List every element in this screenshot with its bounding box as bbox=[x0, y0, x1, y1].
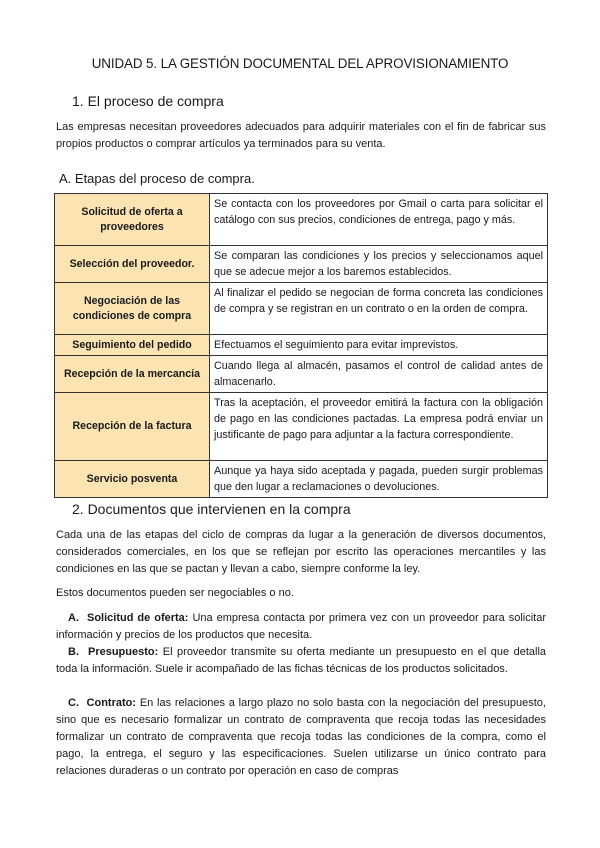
description-cell: Al finalizar el pedido se negocian de forma concreta las condiciones de compra y se registran en un contrato o en la orden de compra. bbox=[210, 283, 548, 335]
stage-cell: Selección del proveedor. bbox=[55, 246, 210, 283]
description-cell: Tras la aceptación, el proveedor emitirá la factura con la obligación de pago en las condiciones pactadas. La empresa podrá enviar un justificante de pago para adjuntar a la factura correspondiente. bbox=[210, 393, 548, 461]
document-title: UNIDAD 5. LA GESTIÓN DOCUMENTAL DEL APROVISIONAMIENTO bbox=[91, 56, 509, 71]
table-row bbox=[55, 461, 548, 498]
list-item bbox=[56, 644, 546, 678]
stage-cell: Recepción de la factura bbox=[55, 393, 210, 461]
table-row bbox=[55, 356, 548, 393]
stage-cell: Solicitud de oferta a proveedores bbox=[55, 194, 210, 246]
table-row bbox=[55, 246, 548, 283]
table-row bbox=[55, 194, 548, 246]
section-1-heading: 1. El proceso de compra bbox=[72, 93, 224, 109]
item-text: Una empresa contacta por primera vez con un proveedor para solicitar información y precios de los productos que necesita. bbox=[56, 612, 546, 641]
table-row bbox=[55, 393, 548, 461]
section-2-heading: 2. Documentos que intervienen en la compra bbox=[72, 501, 351, 517]
item-letter: A. bbox=[68, 612, 79, 624]
stage-cell: Negociación de las condiciones de compra bbox=[55, 283, 210, 335]
item-text: En las relaciones a largo plazo no solo basta con la negociación del presupuesto, sino que es necesario formalizar un contrato de compraventa que recoja todas las necesidades formalizar un contrato de compraventa que recoja todas las condiciones de la compra, como el pago, la entrega, el seguro y las especificaciones. Suelen utilizarse un único contrato para relaciones duraderas o un contrato por operación en caso de compras bbox=[56, 697, 546, 777]
item-letter: B. bbox=[68, 646, 79, 658]
stage-cell: Seguimiento del pedido bbox=[55, 335, 210, 356]
item-letter: C. bbox=[68, 697, 79, 709]
section-1a-subheading: A. Etapas del proceso de compra. bbox=[59, 171, 255, 186]
description-cell: Cuando llega al almacén, pasamos el control de calidad antes de almacenarlo. bbox=[210, 356, 548, 393]
item-label: Presupuesto: bbox=[87, 646, 159, 658]
list-item bbox=[56, 695, 546, 780]
section-2-note: Estos documentos pueden ser negociables o no. bbox=[56, 587, 294, 599]
table-row bbox=[55, 283, 548, 335]
table-row bbox=[55, 335, 548, 356]
stage-cell: Recepción de la mercancía bbox=[55, 356, 210, 393]
purchase-stages-table bbox=[54, 193, 548, 498]
description-cell: Efectuamos el seguimiento para evitar imprevistos. bbox=[210, 335, 548, 356]
description-cell: Se contacta con los proveedores por Gmail o carta para solicitar el catálogo con sus precios, condiciones de entrega, pago y más. bbox=[210, 194, 548, 246]
list-item bbox=[56, 610, 546, 644]
section-2-intro: Cada una de las etapas del ciclo de compras da lugar a la generación de diversos documentos, considerados comerciales, en los que se reflejan por escrito las operaciones mercantiles y las condiciones en las que se pactan y llevan a cabo, siempre conforme la ley. bbox=[56, 529, 546, 575]
stage-cell: Servicio posventa bbox=[55, 461, 210, 498]
item-label: Solicitud de oferta: bbox=[86, 612, 189, 624]
item-text: El proveedor transmite su oferta mediante un presupuesto en el que detalla toda la información. Suele ir acompañado de las fichas técnicas de los productos solicitados. bbox=[56, 646, 546, 675]
item-label: Contrato: bbox=[86, 697, 137, 709]
description-cell: Se comparan las condiciones y los precios y seleccionamos aquel que se adecue mejor a los baremos establecidos. bbox=[210, 246, 548, 283]
section-1-intro: Las empresas necesitan proveedores adecuados para adquirir materiales con el fin de fabricar sus propios productos o comprar artículos ya terminados para su venta. bbox=[56, 121, 546, 150]
description-cell: Aunque ya haya sido aceptada y pagada, pueden surgir problemas que den lugar a reclamaciones o devoluciones. bbox=[210, 461, 548, 498]
